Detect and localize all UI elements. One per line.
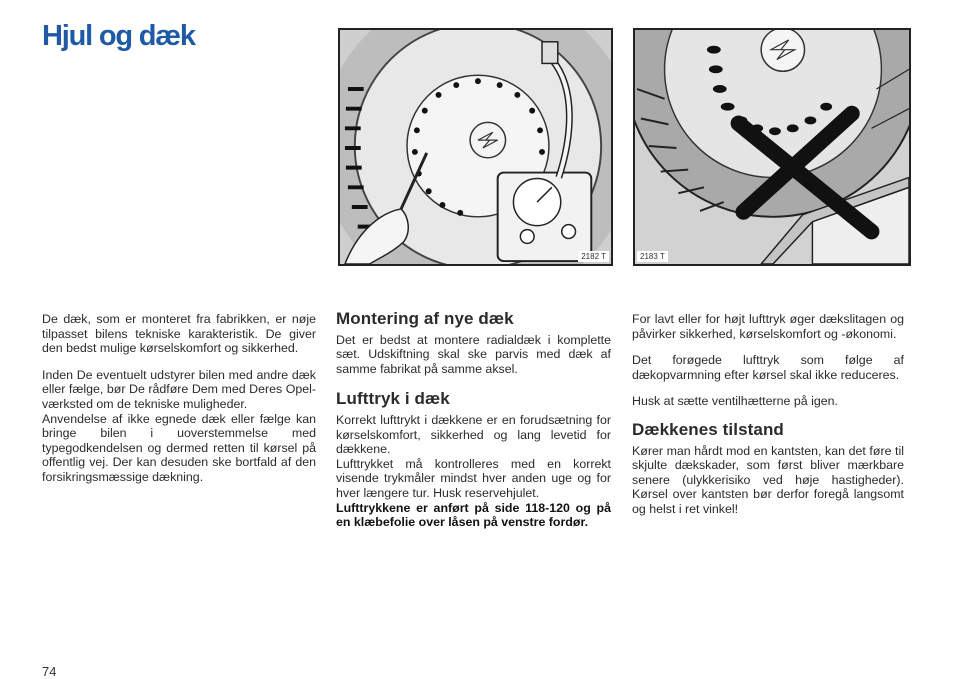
paragraph: De dæk, som er monteret fra fabrikken, er nøje tilpasset bilens tekniske karakteristik. De giver den bedst mulige kørselskomfort og sikkerhed. — [42, 312, 316, 356]
page-number: 74 — [42, 664, 57, 679]
paragraph: For lavt eller for højt lufttryk øger dækslitagen og påvirker sikkerhed, kørselskomfort og -økonomi. — [632, 312, 904, 341]
paragraph: Korrekt lufttrykt i dækkene er en forudsætning for kørselskomfort, sikkerhed og lang levetid for dækkene. — [336, 412, 611, 457]
page-title: Hjul og dæk — [42, 20, 195, 52]
paragraph: Lufttrykket må kontrolleres med en korrekt visende trykmåler mindst hver anden uge og for hver længere tur. Husk reservehjulet. — [336, 456, 611, 500]
section-heading-mounting: Montering af nye dæk — [336, 309, 514, 328]
wheel-over-kerb-crossed-out-illustration — [635, 30, 909, 264]
bold-note: Lufttrykkene er anført på side 118-120 og på en klæbefolie over låsen på venstre fordør. — [336, 500, 611, 530]
paragraph: Kører man hårdt mod en kantsten, kan det føre til skjulte dækskader, som først bliver mærkbare senere (ulykkerisiko ved høje hastigheder). Kørsel over kantsten bør derfor foregå langsomt og helst i ret vinkel! — [632, 443, 904, 516]
kerb-figure — [633, 28, 911, 266]
paragraph: Inden De eventuelt udstyrer bilen med andre dæk eller fælge, bør De rådføre Dem med Deres Opel-værksted om de tekniske muligheder. — [42, 367, 316, 411]
section-heading-tire-condition: Dækkenes tilstand — [632, 419, 784, 439]
paragraph: Det er bedst at montere radialdæk i komplette sæt. Udskiftning skal ske parvis med dæk af samme fabrikat på samme aksel. — [336, 332, 611, 376]
paragraph: Husk at sætte ventilhætterne på igen. — [632, 394, 838, 409]
figure-label: 2182 T — [578, 251, 609, 262]
text-column-intro — [42, 312, 316, 485]
paragraph: Anvendelse af ikke egnede dæk eller fælge kan bringe bilen i uoverstemmelse med typegodkendelsen og dermed retten til kørsel på offentlig vej. Der kan desuden ske bortfald af den forsikringsmæssige dækning. — [42, 411, 316, 484]
paragraph: Det forøgede lufttryk som følge af dækopvarmning efter kørsel skal ikke reduceres. — [632, 353, 904, 382]
section-heading-air-pressure: Lufttryk i dæk — [336, 389, 450, 409]
tire-pressure-figure — [338, 28, 613, 266]
text-column-mounting-pressure — [336, 309, 611, 530]
figure-label: 2183 T — [637, 251, 668, 262]
tire-pressure-gauge-illustration — [340, 30, 611, 264]
text-column-condition — [632, 312, 904, 517]
